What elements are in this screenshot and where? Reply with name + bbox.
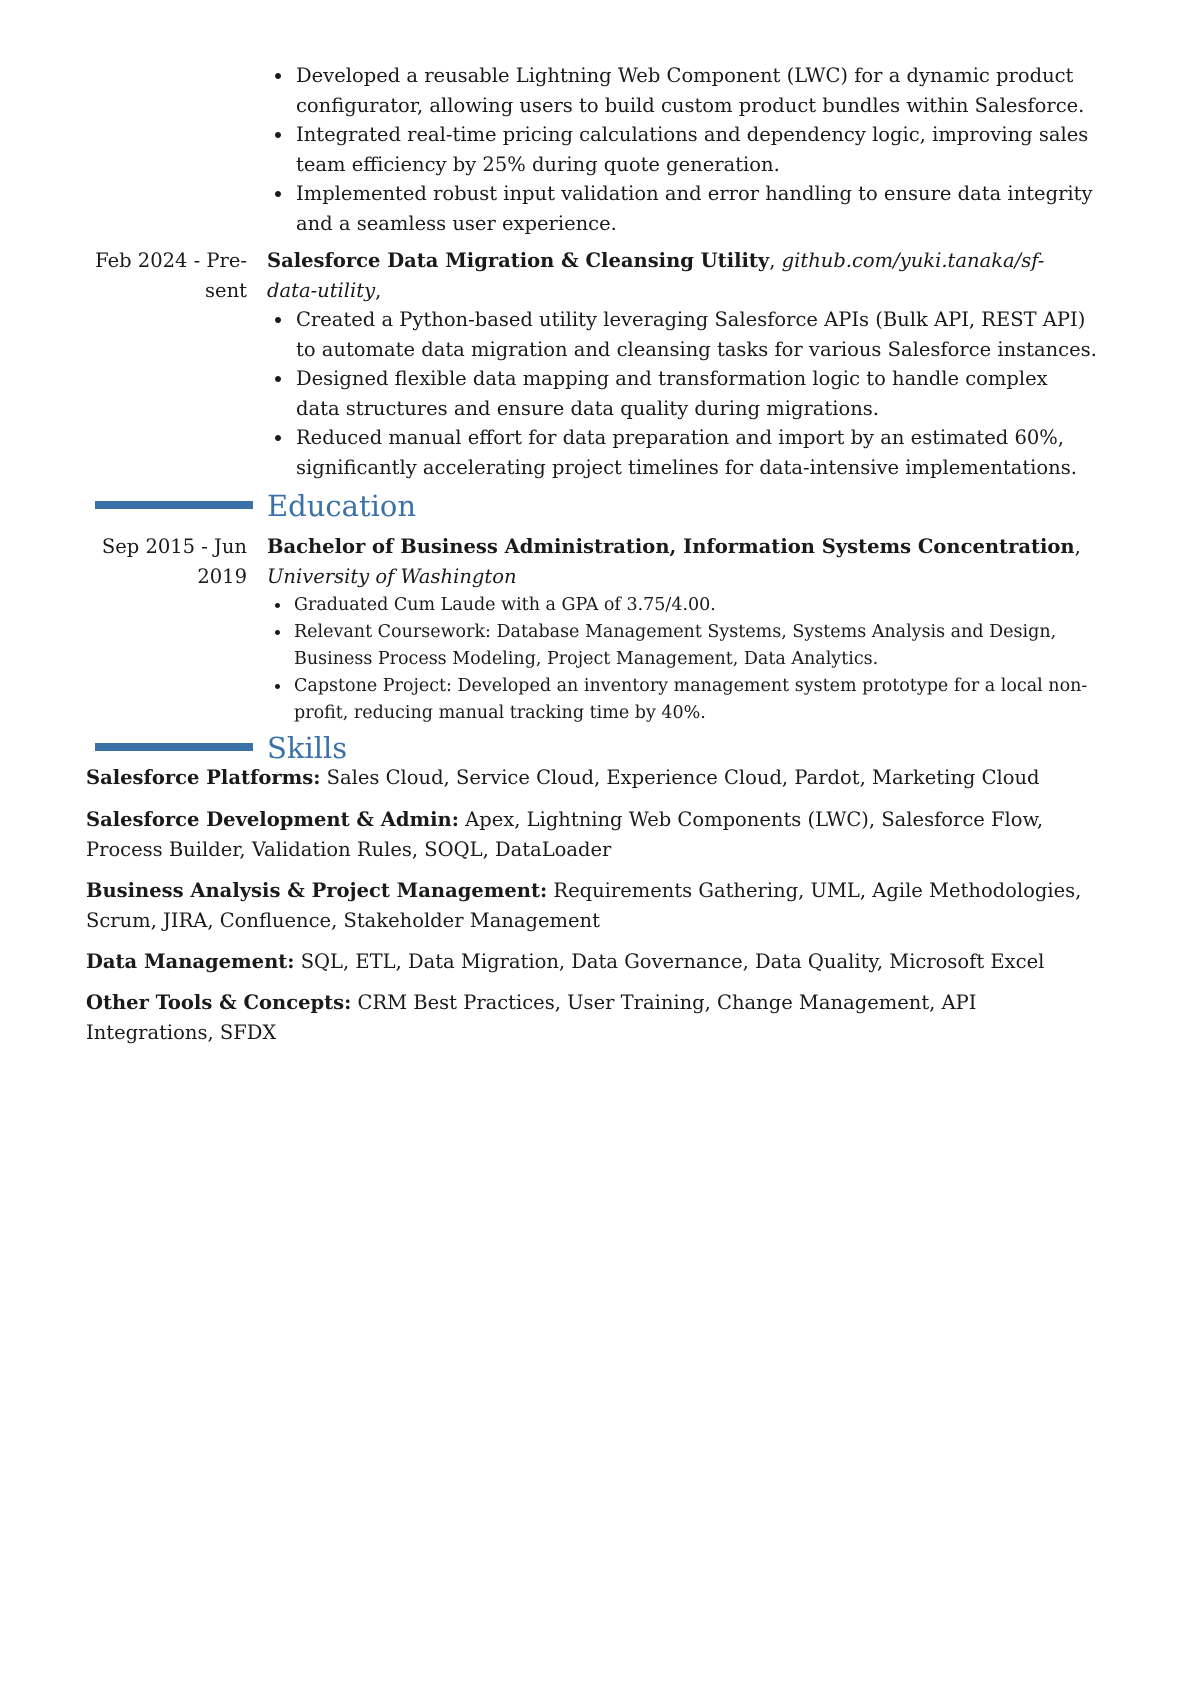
section-rule	[95, 501, 253, 509]
skill-label: Salesforce Platforms:	[86, 766, 321, 789]
skill-value: Requirements Gathering, UML, Agile Methodologies, Scrum, JIRA, Confluence, Stakeholder Management	[86, 879, 1082, 932]
list-item: Designed flexible data mapping and transformation logic to handle complex data structures and ensure data quality during migrations.	[267, 364, 1097, 423]
skill-label: Business Analysis & Project Management:	[86, 879, 548, 902]
project-2-bullets	[267, 305, 1097, 482]
project-2-header	[267, 246, 1097, 305]
project-2-entry	[267, 246, 1097, 482]
skill-row	[86, 947, 1096, 977]
skill-value: SQL, ETL, Data Migration, Data Governance, Data Quality, Microsoft Excel	[300, 950, 1045, 973]
separator: ,	[375, 278, 382, 302]
education-header	[267, 532, 1097, 562]
date-line: sent	[205, 278, 247, 302]
list-item: Integrated real-time pricing calculations and dependency logic, improving sales team efficiency by 25% during quote generation.	[267, 120, 1097, 179]
degree: Bachelor of Business Administration, Information Systems Concentration	[267, 535, 1075, 558]
project-title: Salesforce Data Migration & Cleansing Utility	[267, 249, 770, 272]
list-item: Reduced manual effort for data preparation and import by an estimated 60%, significantly accelerating project timelines for data-intensive implementations.	[267, 423, 1097, 482]
education-entry	[267, 532, 1097, 727]
skill-label: Salesforce Development & Admin:	[86, 808, 459, 831]
skill-row	[86, 988, 1096, 1047]
list-item: Developed a reusable Lightning Web Component (LWC) for a dynamic product configurator, allowing users to build custom product bundles within Salesforce.	[267, 61, 1097, 120]
section-heading-skills: Skills	[267, 731, 348, 765]
skill-row	[86, 876, 1096, 935]
list-item: Capstone Project: Developed an inventory management system prototype for a local non-profit, reducing manual tracking time by 40%.	[267, 673, 1097, 727]
list-item: Graduated Cum Laude with a GPA of 3.75/4.00.	[267, 592, 1097, 619]
project-2-date	[90, 246, 247, 305]
separator: ,	[769, 249, 782, 272]
section-rule	[95, 743, 253, 751]
skill-value: CRM Best Practices, User Training, Change Management, API Integrations, SFDX	[86, 991, 977, 1044]
list-item: Created a Python-based utility leveraging Salesforce APIs (Bulk API, REST API) to automate data migration and cleansing tasks for various Salesforce instances.	[267, 305, 1097, 364]
school: University of Washington	[267, 564, 517, 588]
section-heading-education: Education	[267, 489, 417, 523]
education-date	[90, 532, 247, 591]
skill-label: Other Tools & Concepts:	[86, 991, 352, 1014]
skill-row	[86, 763, 1096, 793]
project-1-bullets	[267, 61, 1097, 238]
date-line: Sep 2015 - Jun	[101, 535, 247, 558]
date-line: Feb 2024 - Pre-	[95, 249, 247, 272]
education-bullets	[267, 592, 1097, 727]
project-link[interactable]: github.com/yuki.tanaka/sf-data-utility	[267, 249, 1045, 302]
project-1-details	[267, 61, 1097, 238]
skill-row	[86, 805, 1096, 864]
list-item: Relevant Coursework: Database Management Systems, Systems Analysis and Design, Business Process Modeling, Project Management, Data Analytics.	[267, 619, 1097, 673]
skill-value: Sales Cloud, Service Cloud, Experience Cloud, Pardot, Marketing Cloud	[326, 766, 1040, 789]
date-line: 2019	[197, 564, 247, 588]
skill-value: Apex, Lightning Web Components (LWC), Salesforce Flow, Process Builder, Validation Rules, SOQL, DataLoader	[86, 808, 1044, 861]
separator: ,	[1074, 535, 1081, 558]
list-item: Implemented robust input validation and error handling to ensure data integrity and a seamless user experience.	[267, 179, 1097, 238]
skill-label: Data Management:	[86, 950, 295, 973]
